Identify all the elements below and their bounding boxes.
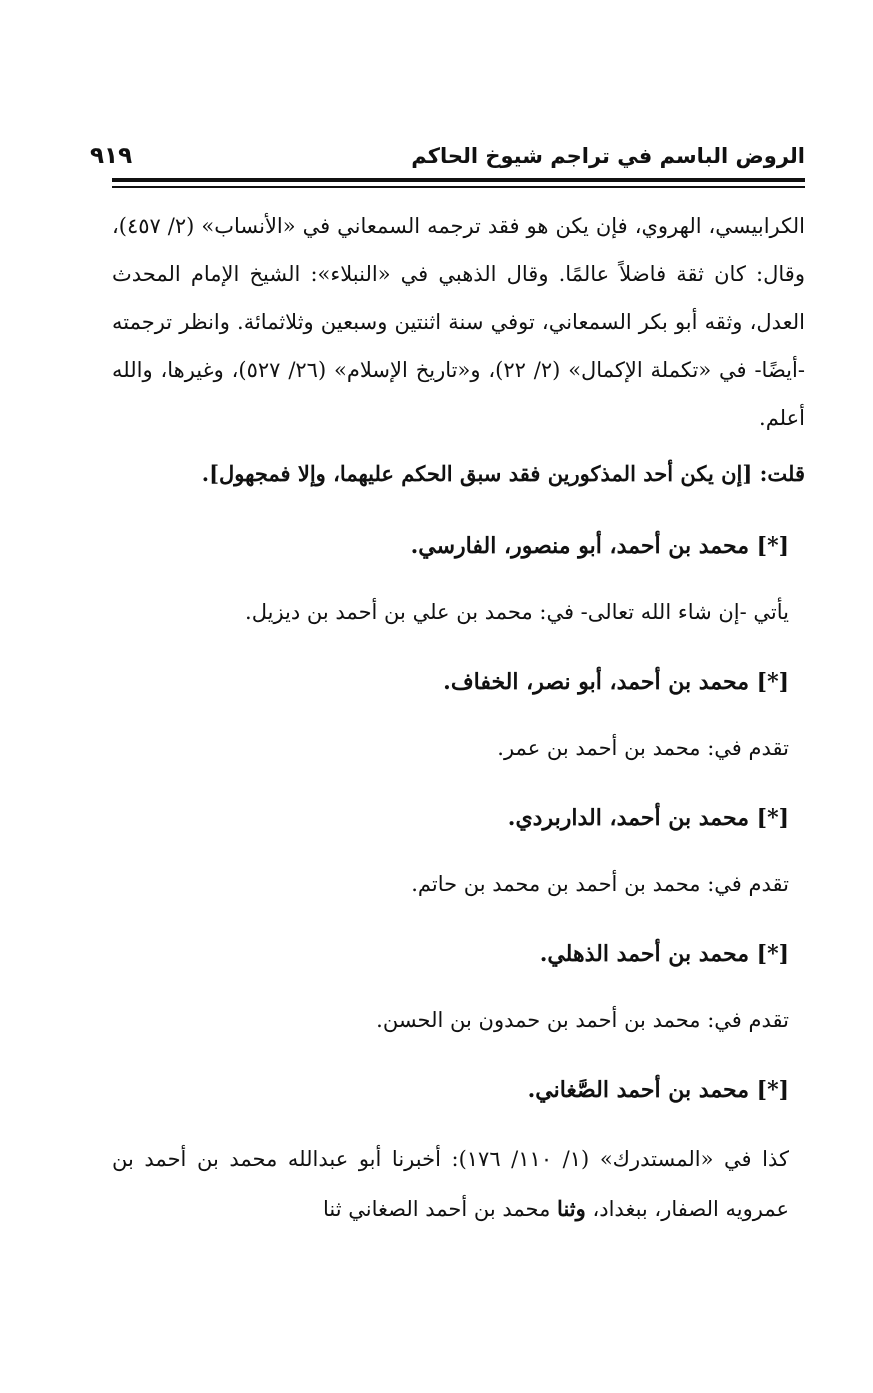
entry-text-end: محمد بن أحمد الصغاني ثنا [322,1197,558,1221]
note-prefix: قلت: [752,461,805,486]
page-body [112,202,805,1234]
intro-line-2: (٢/ ٤٥٧)، وقال: كان ثقة فاضلاً عالمًا. وقال الذهبي في «النبلاء»: [112,214,805,286]
intro-paragraph [112,202,805,442]
entry-title: [*] محمد بن أحمد الذهلي. [539,941,789,967]
header-rule-thin [112,186,805,188]
entry-reference: تقدم في: محمد بن أحمد بن محمد بن حاتم. [411,872,789,896]
entry-reference: يأتي -إن شاء الله تعالى- في: محمد بن علي بن أحمد بن ديزيل. [245,600,789,624]
intro-line-5: (٢/ ٢٢)، و«تاريخ الإسلام» (٢٦/ ٥٢٧)، وغيرها، والله أعلم. [112,358,805,430]
note-text: [إن يكن أحد المذكورين فقد سبق الحكم عليهما، وإلا فمجهول]. [201,461,753,486]
entry-reference: تقدم في: محمد بن أحمد بن عمر. [497,736,789,760]
entry-title: [*] محمد بن أحمد الصَّغاني. [527,1077,789,1103]
entry-reference: تقدم في: محمد بن أحمد بن حمدون بن الحسن. [376,1008,789,1032]
entry-text [112,1134,789,1234]
entry-title: [*] محمد بن أحمد، الداربردي. [507,805,789,831]
page-header [60,138,805,174]
entry-title: [*] محمد بن أحمد، أبو نصر، الخفاف. [443,669,789,695]
running-title: الروض الباسم في تراجم شيوخ الحاكم [411,144,805,168]
intro-line-1: الكرابيسي، الهروي، فإن يكن هو فقد ترجمه السمعاني في «الأنساب» [201,214,805,238]
editor-note [112,450,805,498]
entry-text-start: كذا في «المستدرك» (١/ ١١٠/ ١٧٦): أخبرنا أبو عبدالله محمد بن أحمد بن عمرويه الصفار، ببغداد، [112,1147,789,1221]
page-number: ٩١٩ [90,143,133,169]
intro-line-3: الشيخ الإمام المحدث العدل، وثقه أبو بكر السمعاني، توفي سنة اثنتين [112,262,805,334]
intro-line-4: وسبعين وثلاثمائة. وانظر ترجمته -أيضًا- في «تكملة الإكمال» [112,310,805,382]
entry-title: [*] محمد بن أحمد، أبو منصور، الفارسي. [410,533,789,559]
header-rule-thick [112,178,805,182]
entry-text-bold: وثنا [557,1196,586,1221]
book-page [60,0,805,1393]
